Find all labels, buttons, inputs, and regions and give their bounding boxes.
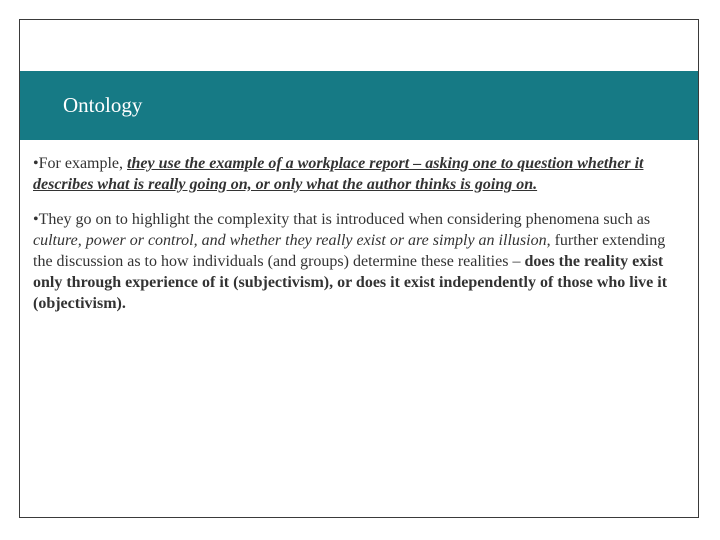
- bullet-paragraph-1: [33, 153, 685, 195]
- bullet-marker: •: [33, 211, 39, 228]
- paragraph-2-middle: , further extending the discussion as to how individuals (and groups) determine these realities –: [33, 232, 666, 270]
- paragraph-1-prefix: For example,: [38, 155, 128, 172]
- paragraph-2-italic: culture, power or control, and whether they really exist or are simply an illusion: [33, 232, 547, 249]
- paragraph-2-bold: does the reality exist only through experience of it (subjectivism), or does it exist independently of those who live it (objectivism).: [33, 253, 668, 312]
- slide-title: Ontology: [63, 93, 143, 117]
- title-band: [20, 71, 698, 140]
- bullet-marker: •: [33, 155, 39, 172]
- slide-body: [33, 153, 685, 328]
- paragraph-1-emphasis: they use the example of a workplace report – asking one to question whether it describes what is really going on, or only what the author thinks is going on.: [33, 155, 644, 193]
- bullet-paragraph-2: [33, 209, 685, 314]
- paragraph-2-prefix: They go on to highlight the complexity that is introduced when considering phenomena such as: [38, 211, 651, 228]
- slide: [19, 19, 699, 518]
